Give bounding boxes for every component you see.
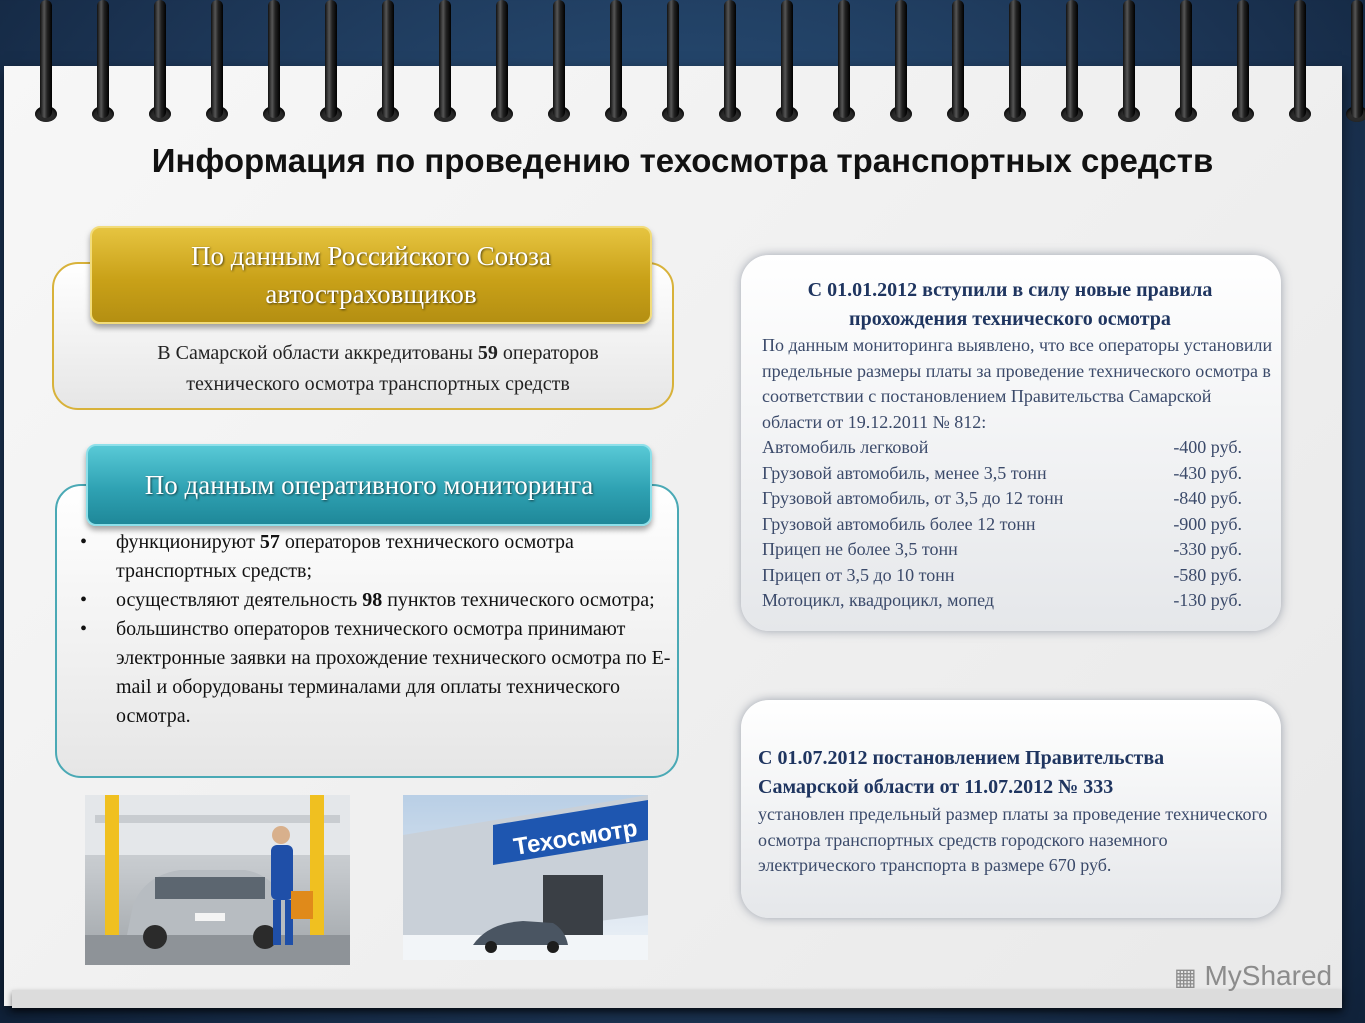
binding-ring — [40, 0, 52, 118]
fee-row: Грузовой автомобиль более 12 тонн -900 руб. — [762, 513, 1242, 534]
monitoring-source-label: По данным оперативного мониторинга — [86, 444, 652, 526]
binding-ring — [211, 0, 223, 118]
inspection-station-illustration — [85, 795, 350, 965]
accredited-operators-text: В Самарской области аккредитованы 59 операторов технического осмотра транспортных средств — [157, 342, 599, 395]
new-rules-intro: По данным мониторинга выявлено, что все операторы установили предельные размеры платы за проведение технического осмотра в соответствии с постановлением Правительства Самарской области от 19.12.2011 № 812: — [762, 335, 1273, 432]
spiral-binding — [0, 0, 1365, 125]
binding-ring — [97, 0, 109, 118]
presentation-icon: ▦ — [1174, 964, 1197, 991]
list-item: • осуществляют деятельность 98 пунктов технического осмотра; — [78, 586, 673, 615]
fee-row: Прицеп не более 3,5 тонн -330 руб. — [762, 539, 1242, 559]
binding-ring — [1009, 0, 1021, 118]
page-title: Информация по проведению техосмотра транспортных средств — [151, 142, 1214, 179]
techosmotr-building-illustration — [403, 795, 648, 960]
binding-ring — [1123, 0, 1135, 118]
fee-row: Мотоцикл, квадроцикл, мопед -130 руб. — [762, 590, 1242, 610]
binding-ring — [1351, 0, 1363, 118]
binding-ring — [439, 0, 451, 118]
binding-ring — [496, 0, 508, 118]
rsa-source-label: По данным Российского Союза автостраховщиков — [90, 226, 652, 324]
binding-ring — [781, 0, 793, 118]
binding-ring — [154, 0, 166, 118]
techosmotr-building-photo — [403, 795, 648, 960]
binding-ring — [1294, 0, 1306, 118]
fee-list — [762, 435, 1242, 614]
binding-ring — [724, 0, 736, 118]
fee-row: Грузовой автомобиль, менее 3,5 тонн -430 руб. — [762, 462, 1242, 483]
binding-ring — [268, 0, 280, 118]
list-item: • функционируют 57 операторов технического осмотра транспортных средств; — [78, 528, 673, 586]
fee-row: Автомобиль легковой -400 руб. — [762, 437, 1242, 457]
myshared-watermark: ▦ MyShared — [1174, 960, 1333, 991]
accredited-count: 59 — [477, 342, 498, 364]
techosmotr-sign: Техосмотр — [511, 814, 640, 861]
binding-ring — [952, 0, 964, 118]
binding-ring — [1180, 0, 1192, 118]
monitoring-bullets — [78, 528, 673, 731]
binding-ring — [325, 0, 337, 118]
page-edge — [12, 990, 1342, 1008]
fee-row: Прицеп от 3,5 до 10 тонн -580 руб. — [762, 564, 1242, 585]
binding-ring — [610, 0, 622, 118]
new-rules-heading: С 01.01.2012 вступили в силу новые правила прохождения технического осмотра — [807, 279, 1213, 330]
binding-ring — [838, 0, 850, 118]
binding-ring — [553, 0, 565, 118]
list-item: • большинство операторов технического осмотра принимают электронные заявки на прохождение технического осмотра по E-mail и оборудованы терминалами для оплаты технического осмотра. — [78, 615, 673, 731]
binding-ring — [667, 0, 679, 118]
binding-ring — [1066, 0, 1078, 118]
binding-ring — [895, 0, 907, 118]
binding-ring — [382, 0, 394, 118]
electric-transport-heading: С 01.07.2012 постановлением Правительства Самарской области от 11.07.2012 № 333 — [758, 747, 1165, 798]
fee-row: Грузовой автомобиль, от 3,5 до 12 тонн -840 руб. — [762, 488, 1242, 508]
binding-ring — [1237, 0, 1249, 118]
inspection-station-photo — [85, 795, 350, 965]
electric-transport-text: установлен предельный размер платы за проведение технического осмотра транспортных средств городского наземного электрического транспорта в размере 670 руб. — [758, 804, 1268, 875]
